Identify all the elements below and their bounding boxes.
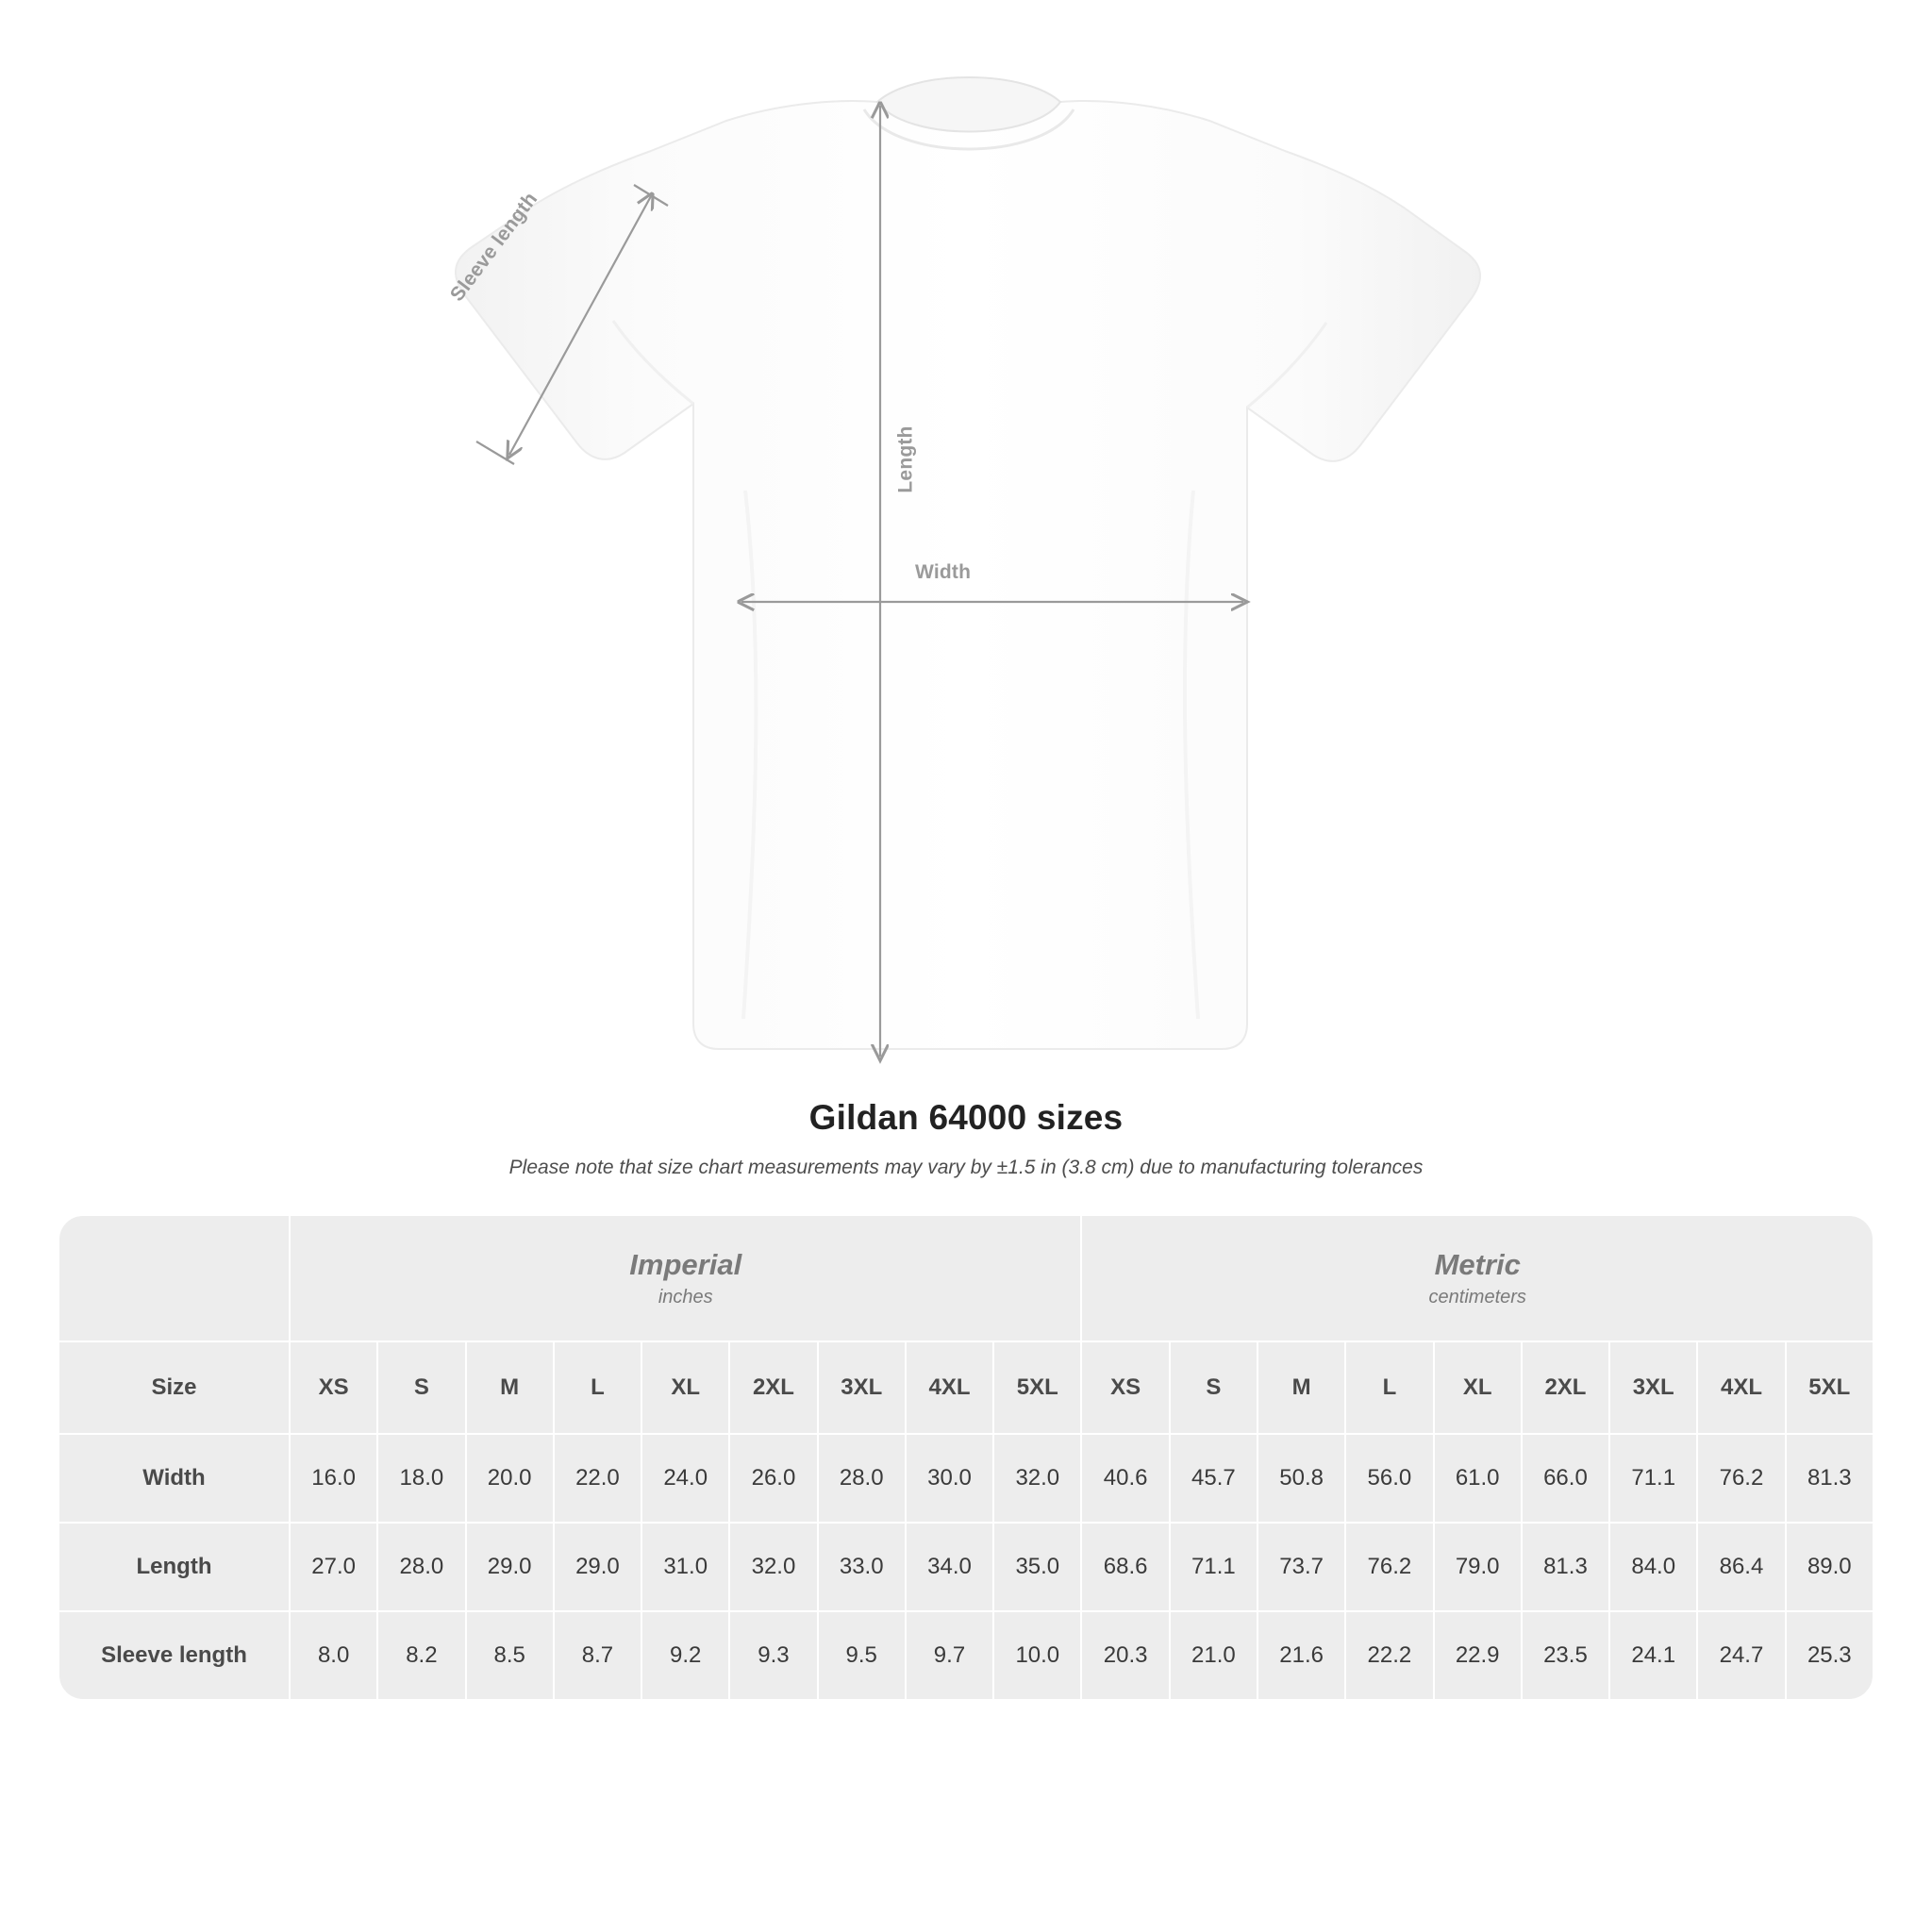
measurement-cell: 89.0 bbox=[1786, 1523, 1874, 1611]
measurement-cell: 34.0 bbox=[906, 1523, 993, 1611]
unit-group-title: Metric bbox=[1434, 1247, 1521, 1281]
measurement-cell: 33.0 bbox=[818, 1523, 906, 1611]
size-header-cell: 2XL bbox=[1522, 1341, 1609, 1434]
unit-group-subtitle: inches bbox=[658, 1287, 713, 1308]
measurement-cell: 23.5 bbox=[1522, 1611, 1609, 1700]
size-header-cell: 5XL bbox=[1786, 1341, 1874, 1434]
row-label: Width bbox=[58, 1434, 290, 1523]
measurement-cell: 20.0 bbox=[466, 1434, 554, 1523]
measurement-cell: 22.0 bbox=[554, 1434, 641, 1523]
measurement-cell: 29.0 bbox=[466, 1523, 554, 1611]
measurement-cell: 66.0 bbox=[1522, 1434, 1609, 1523]
measurement-cell: 8.2 bbox=[377, 1611, 465, 1700]
size-header-cell: 4XL bbox=[1697, 1341, 1785, 1434]
measurement-cell: 32.0 bbox=[993, 1434, 1081, 1523]
size-header-cell: 4XL bbox=[906, 1341, 993, 1434]
measurement-cell: 50.8 bbox=[1257, 1434, 1345, 1523]
measurement-cell: 9.2 bbox=[641, 1611, 729, 1700]
unit-group-metric bbox=[1081, 1215, 1874, 1341]
measurement-cell: 81.3 bbox=[1522, 1523, 1609, 1611]
measurement-cell: 79.0 bbox=[1434, 1523, 1522, 1611]
unit-group-row bbox=[58, 1215, 1874, 1341]
measurement-cell: 10.0 bbox=[993, 1611, 1081, 1700]
measurement-cell: 20.3 bbox=[1081, 1611, 1169, 1700]
measurement-cell: 22.2 bbox=[1345, 1611, 1433, 1700]
measurement-cell: 27.0 bbox=[290, 1523, 377, 1611]
size-header-row bbox=[58, 1341, 1874, 1434]
size-header-cell: 5XL bbox=[993, 1341, 1081, 1434]
measurement-cell: 40.6 bbox=[1081, 1434, 1169, 1523]
measurement-cell: 30.0 bbox=[906, 1434, 993, 1523]
page-title: Gildan 64000 sizes bbox=[808, 1098, 1124, 1137]
measurement-cell: 84.0 bbox=[1609, 1523, 1697, 1611]
measurement-cell: 71.1 bbox=[1170, 1523, 1257, 1611]
measurement-cell: 8.5 bbox=[466, 1611, 554, 1700]
size-header-label: Size bbox=[58, 1341, 290, 1434]
measurement-cell: 9.5 bbox=[818, 1611, 906, 1700]
measurement-cell: 26.0 bbox=[729, 1434, 817, 1523]
measurement-cell: 29.0 bbox=[554, 1523, 641, 1611]
title-block bbox=[0, 1098, 1932, 1179]
size-header-cell: XL bbox=[641, 1341, 729, 1434]
measurement-cell: 56.0 bbox=[1345, 1434, 1433, 1523]
measurement-cell: 68.6 bbox=[1081, 1523, 1169, 1611]
row-label: Length bbox=[58, 1523, 290, 1611]
measurement-cell: 73.7 bbox=[1257, 1523, 1345, 1611]
unit-group-subtitle: centimeters bbox=[1428, 1287, 1526, 1308]
size-header-cell: S bbox=[377, 1341, 465, 1434]
measurement-cell: 71.1 bbox=[1609, 1434, 1697, 1523]
measurement-cell: 28.0 bbox=[818, 1434, 906, 1523]
size-header-cell: XS bbox=[290, 1341, 377, 1434]
unit-group-title: Imperial bbox=[629, 1247, 742, 1281]
table-row bbox=[58, 1611, 1874, 1700]
measurement-cell: 61.0 bbox=[1434, 1434, 1522, 1523]
size-header-cell: 3XL bbox=[1609, 1341, 1697, 1434]
size-header-cell: XS bbox=[1081, 1341, 1169, 1434]
measurement-cell: 8.7 bbox=[554, 1611, 641, 1700]
size-header-cell: L bbox=[554, 1341, 641, 1434]
measurement-cell: 35.0 bbox=[993, 1523, 1081, 1611]
measurement-cell: 9.3 bbox=[729, 1611, 817, 1700]
measurement-cell: 21.6 bbox=[1257, 1611, 1345, 1700]
size-header-cell: 2XL bbox=[729, 1341, 817, 1434]
measurement-cell: 24.1 bbox=[1609, 1611, 1697, 1700]
size-table bbox=[58, 1215, 1874, 1700]
measurement-cell: 21.0 bbox=[1170, 1611, 1257, 1700]
measurement-cell: 45.7 bbox=[1170, 1434, 1257, 1523]
tolerance-note: Please note that size chart measurements may vary by ±1.5 in (3.8 cm) due to manufacturing tolerances bbox=[508, 1157, 1424, 1178]
table-row bbox=[58, 1434, 1874, 1523]
measurement-cell: 8.0 bbox=[290, 1611, 377, 1700]
length-label: Length bbox=[894, 425, 917, 493]
measurement-cell: 86.4 bbox=[1697, 1523, 1785, 1611]
measurement-cell: 24.7 bbox=[1697, 1611, 1785, 1700]
row-label: Sleeve length bbox=[58, 1611, 290, 1700]
measurement-cell: 32.0 bbox=[729, 1523, 817, 1611]
size-header-cell: S bbox=[1170, 1341, 1257, 1434]
measurement-cell: 31.0 bbox=[641, 1523, 729, 1611]
size-header-cell: XL bbox=[1434, 1341, 1522, 1434]
measurement-cell: 25.3 bbox=[1786, 1611, 1874, 1700]
measurement-cell: 24.0 bbox=[641, 1434, 729, 1523]
measurement-cell: 28.0 bbox=[377, 1523, 465, 1611]
measurement-cell: 76.2 bbox=[1345, 1523, 1433, 1611]
measurement-cell: 9.7 bbox=[906, 1611, 993, 1700]
size-header-cell: M bbox=[1257, 1341, 1345, 1434]
unit-group-imperial bbox=[290, 1215, 1081, 1341]
sleeve-length-label: Sleeve length bbox=[445, 188, 542, 306]
size-header-cell: M bbox=[466, 1341, 554, 1434]
table-corner-cell bbox=[58, 1215, 290, 1341]
table-row bbox=[58, 1523, 1874, 1611]
width-label: Width bbox=[915, 561, 972, 583]
measurement-cell: 22.9 bbox=[1434, 1611, 1522, 1700]
size-header-cell: L bbox=[1345, 1341, 1433, 1434]
measurement-cell: 16.0 bbox=[290, 1434, 377, 1523]
measurement-cell: 81.3 bbox=[1786, 1434, 1874, 1523]
measurement-cell: 76.2 bbox=[1697, 1434, 1785, 1523]
size-header-cell: 3XL bbox=[818, 1341, 906, 1434]
measurement-cell: 18.0 bbox=[377, 1434, 465, 1523]
size-table-wrapper bbox=[58, 1215, 1874, 1700]
